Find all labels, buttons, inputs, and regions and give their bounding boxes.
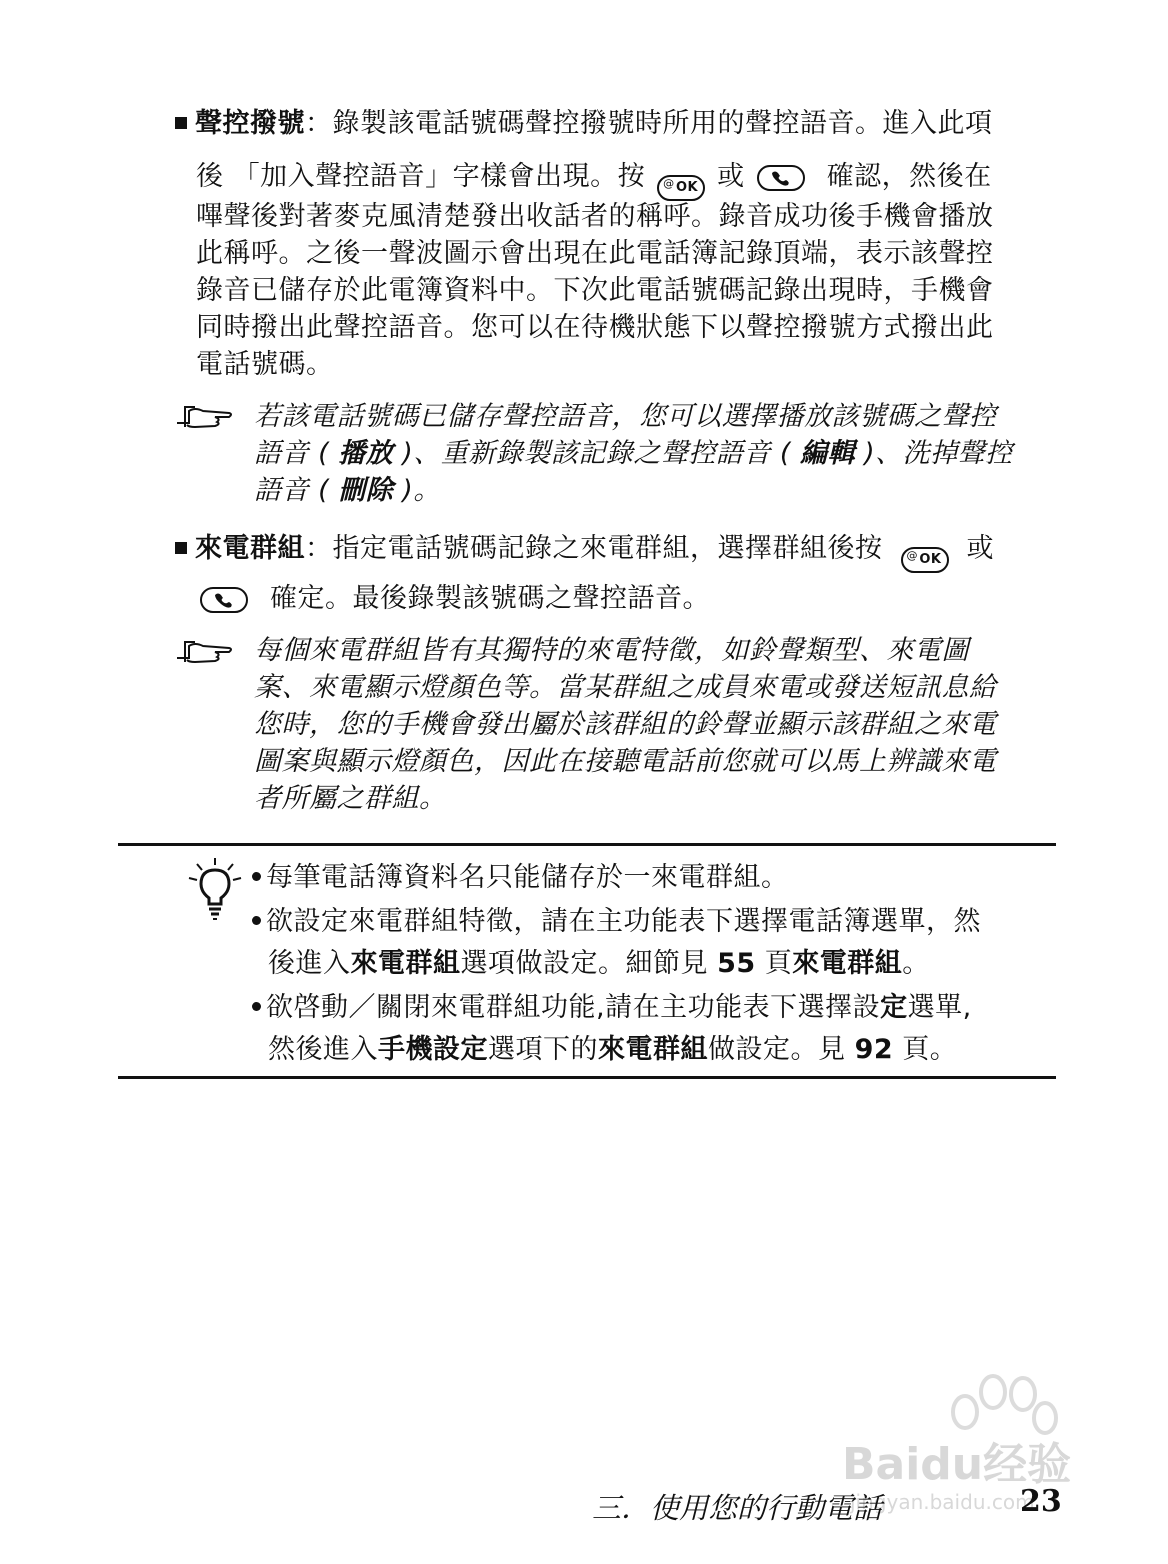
group-note-line-1: 每個來電群組皆有其獨特的來電特徵，如鈴聲類型、來電圖 [254,635,969,666]
voice-dial-section [175,105,1065,142]
caller-group-line-2: 確定。最後錄製該號碼之聲控語音。 [196,580,1066,617]
group-note-line-4: 圖案與顯示燈顏色，因此在接聽電話前您就可以馬上辨識來電 [254,746,997,777]
voice-dial-line-6: 同時撥出此聲控語音。您可以在待機狀態下以聲控撥號方式撥出此 [196,312,994,343]
tip-3: 欲啓動／關閉來電群組功能,請在主功能表下選擇設定選單, 然後進入手機設定選項下的來電群組做設定。見 92 頁。 [252,987,1062,1071]
group-note-line-2: 案、來電顯示燈顏色等。當某群組之成員來電或發送短訊息給 [254,672,997,703]
lightbulb-icon [185,858,245,924]
square-bullet-icon [175,117,187,129]
square-bullet-icon [175,542,187,554]
pointing-hand-icon [175,405,241,431]
caller-group-section [175,530,1065,573]
top-divider [118,843,1056,846]
group-note-line-3: 您時，您的手機會發出屬於該群組的鈴聲並顯示該群組之來電 [254,709,997,740]
play-option: 播放 [338,438,394,469]
voice-dial-line-4: 此稱呼。之後一聲波圖示會出現在此電話簿記錄頂端，表示該聲控 [196,238,994,269]
delete-option: 刪除 [338,475,394,506]
voice-note-line-2: 語音 ( 播放 )、重新錄製該記錄之聲控語音 ( 編輯 )、洗掉聲控 [254,438,1013,469]
watermark-url: jingyan.baidu.com [850,1490,1035,1514]
ok-key-icon: @ OK [657,175,705,201]
voice-dial-line-2: 後 「加入聲控語音」字樣會出現。按 @ OK 或 確認，然後在 [196,158,1066,198]
bullet-dot-icon [252,916,261,925]
bullet-dot-icon [252,872,261,881]
pointing-hand-icon [175,640,241,666]
voice-dial-line-7: 電話號碼。 [196,349,334,380]
page-number: 23 [1020,1484,1062,1519]
voice-note-line-3: 語音 ( 刪除 )。 [254,475,441,506]
voice-dial-body [196,158,1066,383]
voice-note [254,398,1074,509]
voice-dial-line-5: 錄音已儲存於此電簿資料中。下次此電話號碼記錄出現時，手機會 [196,275,994,306]
bullet-dot-icon [252,1002,261,1011]
ok-key-icon: @ OK [901,547,949,573]
tip-2: 欲設定來電群組特徵，請在主功能表下選擇電話簿選單，然 後進入來電群組選項做設定。細節見 55 頁來電群組。 [252,901,1062,985]
edit-option: 編輯 [800,438,856,469]
watermark-brand: Baidu经验 [842,1439,1072,1490]
send-key-icon [757,165,805,191]
send-key-icon [200,587,248,613]
group-note-line-5: 者所屬之群組。 [254,783,447,814]
bottom-divider [118,1076,1056,1079]
voice-note-line-1: 若該電話號碼已儲存聲控語音，您可以選擇播放該號碼之聲控 [254,401,997,432]
caller-group-term: 來電群組 [195,533,305,564]
group-note [254,632,1074,817]
chapter-title: 三．使用您的行動電話 [592,1491,883,1525]
tip-1: 每筆電話簿資料名只能儲存於一來電群組。 [252,857,1062,899]
voice-dial-term: 聲控撥號 [195,108,305,139]
voice-dial-line-3: 嗶聲後對著麥克風清楚發出收話者的稱呼。錄音成功後手機會播放 [196,201,994,232]
tips-list [252,857,1062,1071]
caller-group-line-1: 來電群組：指定電話號碼記錄之來電群組，選擇群組後按 @ OK 或 [175,530,1065,573]
voice-dial-line-1: 聲控撥號：錄製該電話號碼聲控撥號時所用的聲控語音。進入此項 [175,105,1065,142]
